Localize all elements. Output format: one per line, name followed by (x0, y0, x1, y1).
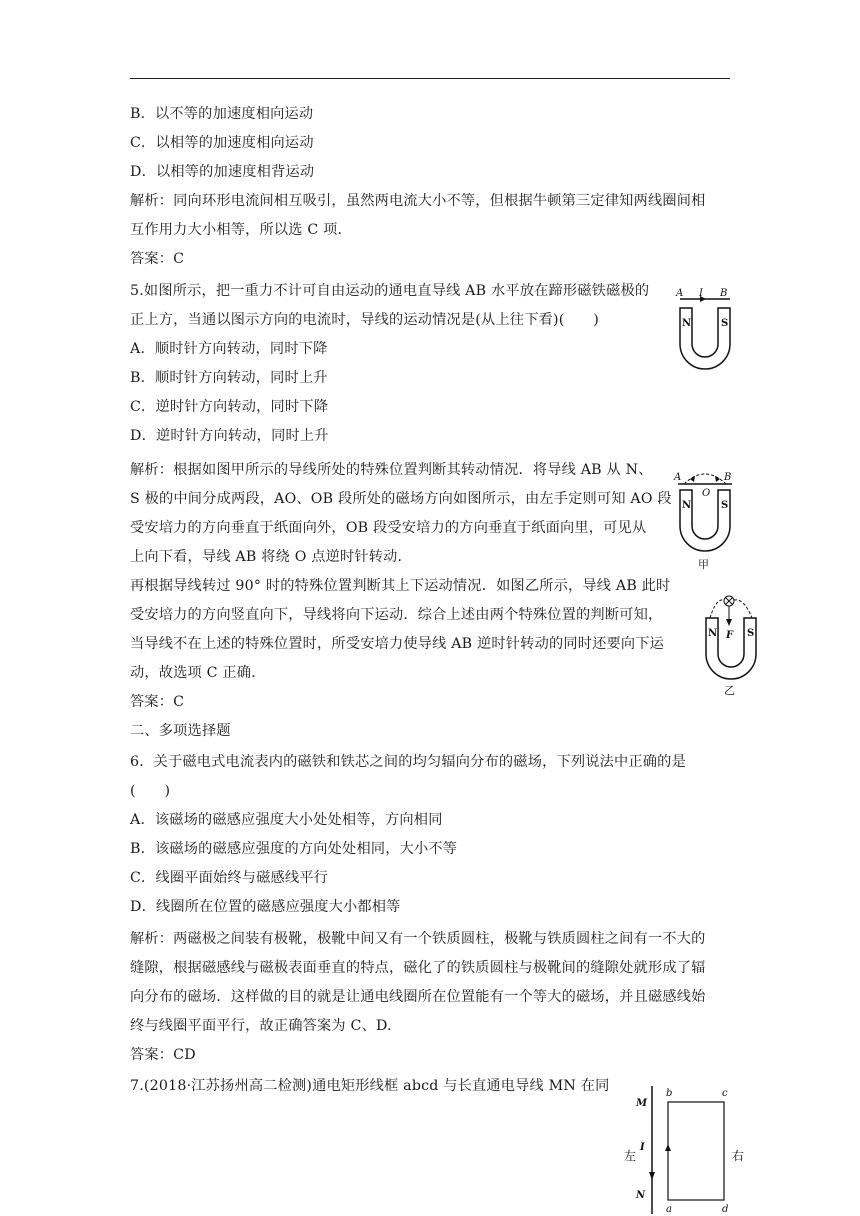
analysis-line: 解析：同向环形电流间相互吸引，虽然两电流大小不等，但根据牛顿第三定律知两线圈间相 (130, 193, 706, 209)
question-5-stem: 5.如图所示，把一重力不计可自由运动的通电直导线 AB 水平放在蹄形磁铁磁极的 (130, 283, 650, 299)
label-i: I (640, 1142, 645, 1153)
option-b: B．以不等的加速度相向运动 (130, 106, 314, 122)
figure-jia (670, 464, 740, 574)
label-b: b (666, 1088, 673, 1099)
question-6-stem: ( ) (130, 783, 171, 799)
label-m: M (636, 1098, 648, 1109)
label-b: B (724, 472, 732, 483)
figure-caption: 甲 (698, 558, 709, 571)
analysis-line: 解析：根据如图甲所示的导线所处的特殊位置判断其转动情况．将导线 AB 从 N、 (130, 462, 653, 478)
label-d: d (722, 1204, 729, 1215)
option-a: A．顺时针方向转动，同时下降 (130, 341, 328, 357)
answer-line: 答案：C (130, 251, 185, 267)
label-b: B (720, 288, 728, 299)
label-n: N (682, 318, 692, 329)
label-a: A (674, 472, 682, 483)
option-a: A．该磁场的磁感应强度大小处处相等，方向相同 (130, 812, 443, 828)
label-a: A (676, 288, 684, 299)
label-a: a (666, 1204, 672, 1215)
label-s: S (721, 318, 729, 329)
analysis-line: 再根据导线转过 90° 时的特殊位置判断其上下运动情况．如图乙所示，导线 AB 此时 (130, 578, 671, 594)
option-b: B．顺时针方向转动，同时上升 (130, 370, 328, 386)
analysis-line: 上向下看，导线 AB 将绕 O 点逆时针转动． (130, 549, 412, 565)
option-c: C．逆时针方向转动，同时下降 (130, 399, 329, 415)
analysis-line: 当导线不在上述的特殊位置时，所受安培力使导线 AB 逆时针转动的同时还要向下运 (130, 636, 665, 652)
answer-line: 答案：C (130, 694, 185, 710)
label-n: N (682, 500, 692, 511)
option-d: D．线圈所在位置的磁感应强度大小都相等 (130, 899, 401, 915)
analysis-line: 向分布的磁场．这样做的目的就是让通电线圈所在位置能有一个等大的磁场，并且磁感线始 (130, 989, 706, 1005)
figure-q7-loop (618, 1084, 758, 1216)
option-b: B．该磁场的磁感应强度的方向处处相同，大小不等 (130, 841, 458, 857)
question-6-stem: 6．关于磁电式电流表内的磁铁和铁芯之间的均匀辐向分布的磁场，下列说法中正确的是 (130, 754, 686, 770)
analysis-line: 缝隙，根据磁感线与磁极表面垂直的特点，磁化了的铁质圆柱与极靴间的缝隙处就形成了辐 (130, 960, 706, 976)
question-7-stem: 7.(2018·江苏扬州高二检测)通电矩形线框 abcd 与长直通电导线 MN 在同 (130, 1078, 610, 1094)
label-c: c (722, 1088, 728, 1099)
analysis-line: S 极的中间分成两段，AO、OB 段所处的磁场方向如图所示，由左手定则可知 AO 段 (130, 491, 672, 507)
label-left: 左 (624, 1149, 637, 1163)
option-c: C．以相等的加速度相向运动 (130, 135, 314, 151)
question-5-stem: 正上方，当通以图示方向的电流时，导线的运动情况是(从上往下看)( ) (130, 312, 599, 328)
option-d: D．逆时针方向转动，同时上升 (130, 428, 329, 444)
label-right: 右 (732, 1149, 745, 1163)
analysis-line: 受安培力的方向垂直于纸面向外，OB 段受安培力的方向垂直于纸面向里，可见从 (130, 520, 647, 536)
analysis-line: 互作用力大小相等，所以选 C 项． (130, 222, 352, 238)
section-heading: 二、多项选择题 (130, 723, 231, 739)
label-s: S (721, 500, 729, 511)
figure-yi (696, 592, 766, 702)
analysis-line: 动，故选项 C 正确． (130, 665, 266, 681)
figure-q5-magnet (670, 284, 740, 384)
label-i: I (699, 288, 703, 299)
analysis-line: 解析：两磁极之间装有极靴，极靴中间又有一个铁质圆柱，极靴与铁质圆柱之间有一不大的 (130, 931, 706, 947)
header-rule (130, 78, 730, 79)
figure-caption: 乙 (724, 684, 735, 697)
analysis-line: 终与线圈平面平行，故正确答案为 C、D. (130, 1018, 392, 1034)
label-s: S (747, 628, 755, 639)
option-c: C．线圈平面始终与磁感线平行 (130, 870, 329, 886)
answer-line: 答案：CD (130, 1047, 196, 1063)
label-o: O (702, 488, 711, 499)
label-n: N (708, 628, 718, 639)
analysis-line: 受安培力的方向竖直向下，导线将向下运动．综合上述由两个特殊位置的判断可知， (130, 607, 663, 623)
label-f: F (726, 630, 734, 641)
label-n: N (636, 1190, 646, 1201)
option-d: D．以相等的加速度相背运动 (130, 164, 315, 180)
